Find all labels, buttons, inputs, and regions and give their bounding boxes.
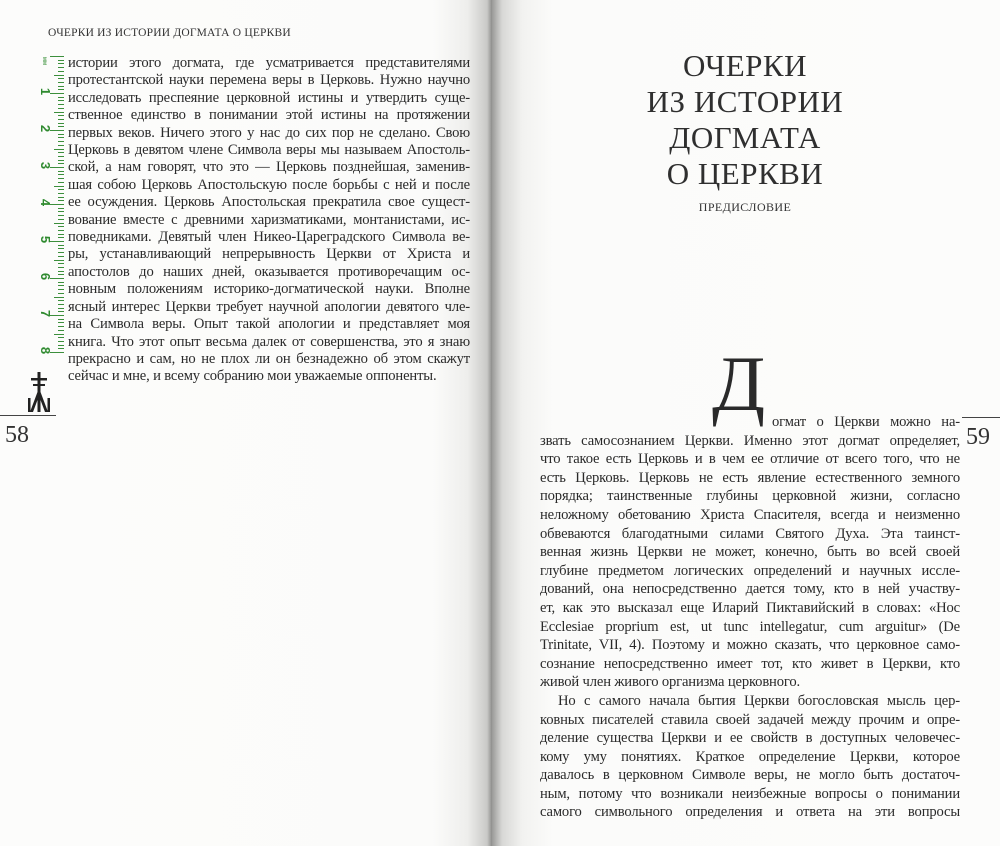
ruler-tick — [58, 248, 64, 249]
ruler-tick — [58, 89, 64, 90]
ruler-tick — [58, 152, 64, 153]
ruler-tick — [58, 82, 64, 83]
ruler-tick — [58, 156, 64, 157]
ruler-tick — [58, 200, 64, 201]
section-subtitle: ПРЕДИСЛОВИЕ — [698, 200, 792, 214]
ruler-tick — [50, 56, 64, 57]
right-body-text — [540, 413, 960, 822]
text-line: сейчас и мне, и всему собранию мои уважаемые оппоненты. — [68, 368, 437, 385]
ruler-tick — [58, 319, 64, 320]
ruler-tick — [58, 219, 64, 220]
ruler-tick — [58, 226, 64, 227]
ruler-tick — [58, 126, 64, 127]
text-line: ковных писателей ставила своей задачей между прочим и опре- — [540, 711, 960, 728]
ruler-tick — [58, 341, 64, 342]
text-line: ным, потому что возникали неизбежные вопросы о понимании — [540, 785, 960, 802]
text-line: живой член живого организма церковного. — [540, 674, 800, 691]
text-line: исследовать преспеяние церковной истины и утвердить суще- — [68, 89, 470, 106]
ruler-tick — [54, 186, 64, 187]
ruler-tick — [58, 326, 64, 327]
ruler-tick — [58, 189, 64, 190]
text-line: Церковь в девятом члене Символа веры мы называем Апостоль- — [68, 142, 470, 159]
ruler-tick — [58, 274, 64, 275]
ruler-tick — [58, 60, 64, 61]
text-line: дований, она непосредственно дается тому, кто в ней участву- — [540, 581, 960, 598]
ruler-label: 2 — [38, 124, 54, 133]
page-number: 59 — [966, 424, 990, 450]
text-line: первых веков. Ничего этого у нас до сих пор не сделано. Свою — [68, 124, 470, 141]
ruler-tick — [58, 311, 64, 312]
ruler-tick — [58, 263, 64, 264]
ruler-tick — [58, 171, 64, 172]
text-line: поведниками. Девятый член Никео-Цареградского Символа ве- — [68, 229, 470, 246]
ruler-tick — [58, 322, 64, 323]
ruler-tick — [58, 211, 64, 212]
ruler-tick — [58, 193, 64, 194]
ruler-tick — [58, 237, 64, 238]
ruler-tick — [58, 348, 64, 349]
text-line: давалось в церковном Символе веры, не могло быть достаточ- — [540, 767, 960, 784]
ruler-tick — [58, 178, 64, 179]
ruler-tick — [58, 100, 64, 101]
text-line: деление существа Церкви и ее свойств в доступных человечес- — [540, 730, 960, 747]
title-line: О ЦЕРКВИ — [666, 156, 824, 191]
text-line: порядка; таинственные глубины церковной жизни, согласно — [540, 488, 960, 505]
ruler-tick — [54, 149, 64, 150]
ruler-tick — [58, 245, 64, 246]
ruler-tick — [58, 63, 64, 64]
text-line: обвеваются благодатными силами Святого Духа. Эта таинст- — [540, 525, 960, 542]
folio-rule — [962, 417, 1000, 418]
ruler-tick — [54, 223, 64, 224]
ruler-tick — [58, 123, 64, 124]
ruler-tick — [58, 337, 64, 338]
ruler-unit: мм — [41, 56, 48, 66]
ruler-tick — [58, 104, 64, 105]
text-line: кому уму понятиях. Краткое определение Церкви, которое — [540, 748, 960, 765]
ruler-tick — [58, 234, 64, 235]
ruler-tick — [58, 300, 64, 301]
text-line: Trinitate, VII, 4). Поэтому и можно сказать, что церковное само- — [540, 637, 960, 654]
running-head: ОЧЕРКИ ИЗ ИСТОРИИ ДОГМАТА О ЦЕРКВИ — [48, 27, 291, 39]
ruler-label: 7 — [38, 309, 54, 318]
page-number: 58 — [5, 422, 29, 448]
ruler-tick — [58, 160, 64, 161]
ruler-tick — [58, 197, 64, 198]
ruler-tick — [58, 119, 64, 120]
ruler-label: 1 — [38, 87, 54, 96]
text-line: ской, а нам говорят, что это — Церковь позднейшая, заменив- — [68, 159, 470, 176]
ruler-tick — [58, 108, 64, 109]
ruler-tick — [58, 215, 64, 216]
ruler-tick — [58, 145, 64, 146]
ruler-label: 5 — [38, 235, 54, 244]
ruler-label: 6 — [38, 272, 54, 281]
text-line: ственное единство в понимании этой истины на протяжении — [68, 107, 470, 124]
ruler-tick — [58, 282, 64, 283]
ruler-tick — [58, 137, 64, 138]
ruler-tick — [58, 141, 64, 142]
text-line: истории этого догмата, где усматривается представителями — [68, 55, 470, 71]
ruler-tick — [58, 271, 64, 272]
ruler-label: 3 — [38, 161, 54, 170]
ruler-tick — [58, 78, 64, 79]
text-line: книга. Что этот опыт весьма далек от совершенства, это я знаю — [68, 333, 470, 350]
text-line: новным положениям историко-догматической науки. Вполне — [68, 281, 470, 298]
text-line: глубине предметом логических определений и научных иссле- — [540, 562, 960, 579]
ruler-tick — [54, 334, 64, 335]
ruler-tick — [58, 208, 64, 209]
text-line: ет, как это высказал еще Иларий Пиктавийский в словах: «Hoc — [540, 599, 960, 616]
left-page — [0, 0, 492, 846]
text-line: ее осуждения. Церковь Апостольская прекратила свое сущест- — [68, 194, 470, 211]
ruler-label: 8 — [38, 346, 54, 355]
title-line: ИЗ ИСТОРИИ — [646, 84, 844, 119]
ruler-tick — [58, 115, 64, 116]
text-line: Ecclesiae proprium est, ut tunc intellegatur, cum arguitur» (De — [540, 618, 960, 635]
ruler-tick — [58, 86, 64, 87]
text-line: звать самосознанием Церкви. Именно этот догмат определяет, — [540, 432, 960, 449]
ruler-tick — [58, 97, 64, 98]
text-line: Но с самого начала бытия Церкви богословская мысль цер- — [558, 692, 960, 709]
text-line: сознание непосредственно имеет тот, кто живет в Церкви, кто — [540, 655, 960, 672]
ruler-tick — [58, 71, 64, 72]
text-line: протестантской науки перемена веры в Церковь. Нужно научно — [68, 72, 470, 89]
text-line: неложному обетованию Христа Спасителя, всегда и неизменно — [540, 506, 960, 523]
text-line: прекрасно и сам, но не плох ли он безнадежно об этом скажут — [68, 350, 470, 367]
ruler-tick — [58, 293, 64, 294]
ruler-tick — [54, 297, 64, 298]
ruler-tick — [58, 345, 64, 346]
ruler-scale — [38, 56, 64, 355]
ruler-tick — [58, 256, 64, 257]
drop-cap: Д — [712, 340, 766, 427]
ruler-tick — [58, 267, 64, 268]
text-line: огмат о Церкви можно на- — [772, 414, 960, 430]
publisher-logo-icon — [28, 372, 50, 412]
text-line: есть Церковь. Церковь не есть явление естественного земного — [540, 469, 960, 486]
text-line: ясный интерес Церкви требует научной апологии девятого чле- — [68, 298, 470, 315]
ruler-tick — [58, 285, 64, 286]
ruler-tick — [54, 260, 64, 261]
text-line: самого символьного определения и ответа на эти вопросы — [540, 804, 960, 821]
text-line: апостолов до наших дней, оказывается противоречащим ос- — [68, 263, 470, 280]
title-line: ДОГМАТА — [669, 120, 821, 155]
ruler-tick — [58, 330, 64, 331]
ruler-tick — [58, 230, 64, 231]
ruler-tick — [58, 289, 64, 290]
ruler-tick — [58, 252, 64, 253]
ruler-tick — [58, 304, 64, 305]
folio-rule — [0, 415, 56, 416]
text-line: на Символа веры. Опыт такой апологии и представляет моя — [68, 316, 470, 333]
text-line: вование вместе с древними харизматиками, монтанистами, ис- — [68, 211, 470, 228]
ruler-tick — [58, 67, 64, 68]
ruler-tick — [58, 134, 64, 135]
ruler-label: 4 — [38, 198, 54, 207]
title-line: ОЧЕРКИ — [682, 48, 807, 83]
chapter-title — [600, 48, 890, 192]
ruler-tick — [58, 163, 64, 164]
ruler-tick — [54, 112, 64, 113]
left-body-text — [68, 55, 470, 386]
text-line: ры, устанавливающий непрерывность Церкви от Христа и — [68, 246, 470, 263]
ruler-tick — [58, 182, 64, 183]
ruler-tick — [58, 308, 64, 309]
text-line: шая собою Церковь Апостольскую после борьбы с ней и после — [68, 176, 470, 193]
ruler-tick — [58, 174, 64, 175]
text-line: венная жизнь Церкви не может, конечно, быть во всей своей — [540, 544, 960, 561]
ruler-tick — [54, 75, 64, 76]
text-line: что такое есть Церковь и в чем ее отличие от всего того, что не — [540, 451, 960, 468]
